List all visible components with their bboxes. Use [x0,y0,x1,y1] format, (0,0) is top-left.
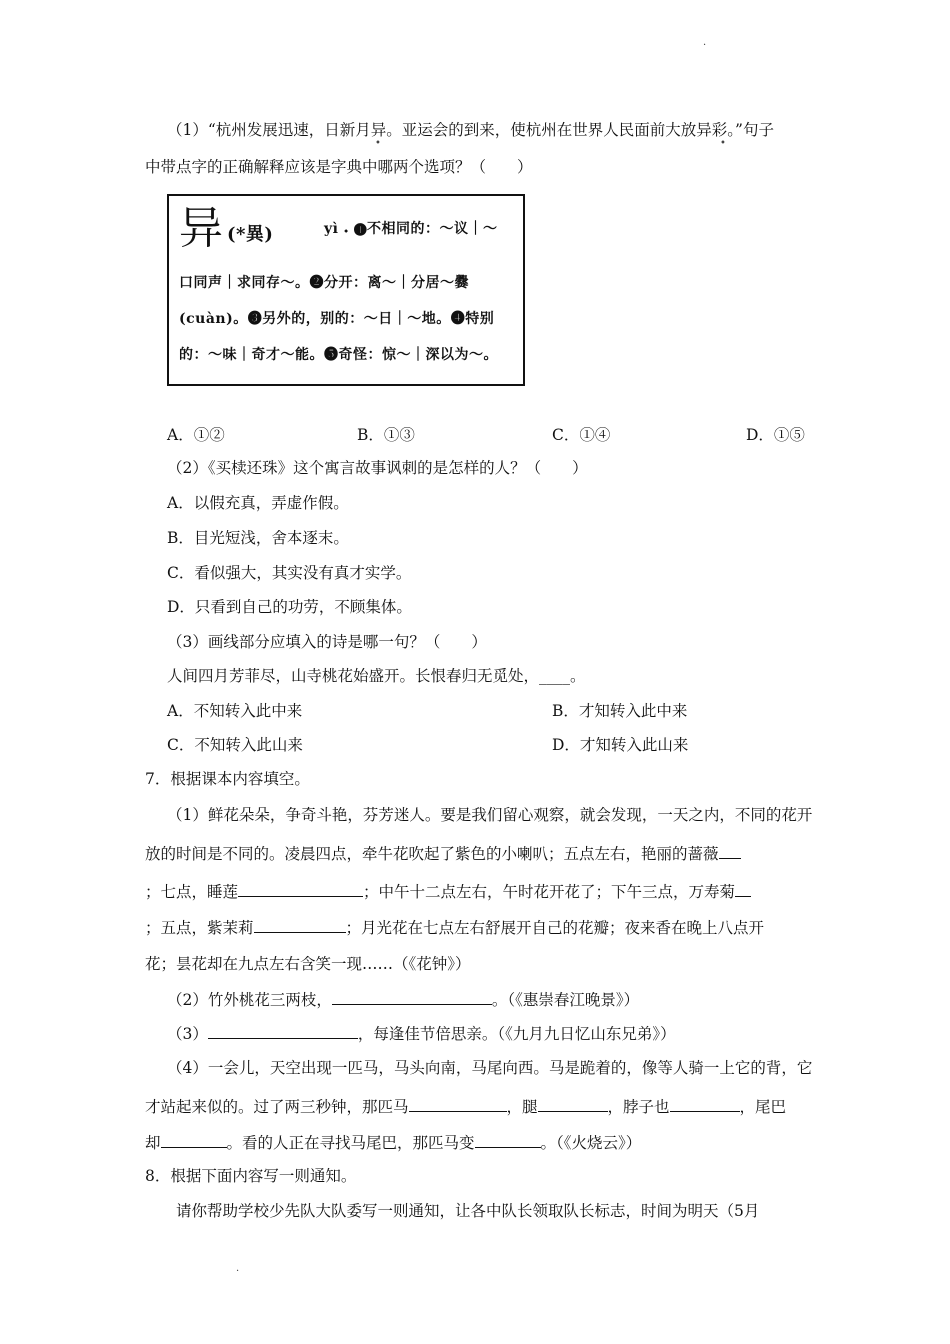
q6-sub2-option-a[interactable]: A．以假充真，弄虚作假。 [167,494,349,512]
q7-p1-line4-text-a: ；五点，紫茉莉 [145,919,254,937]
q7-p4-line3-text-c: 。（《火烧云》） [540,1134,642,1152]
q7-p4-line2-text-d: ，尾巴 [739,1098,787,1116]
q6-sub1-option-a[interactable]: A．①② [167,426,225,444]
fill-blank[interactable] [670,1096,740,1112]
q6-sub3-question: （3）画线部分应填入的诗是哪一句？（ ） [167,633,487,651]
q6-sub3-option-a[interactable]: A．不知转入此中来 [167,702,303,720]
q7-p1-line3-text-a: ；七点，睡莲 [145,883,239,901]
q6-sub2-option-d[interactable]: D．只看到自己的功劳，不顾集体。 [167,598,412,616]
q7-p1-line5: 花；昙花却在九点左右含笑一现……（《花钟》） [145,955,471,973]
fill-blank[interactable] [238,881,363,897]
dictionary-line4: 的：～味｜奇才～能。❺奇怪：惊～｜深以为～。 [179,347,498,363]
q7-p4-line2-text-c: ，脖子也 [607,1098,670,1116]
emphasis-dot: • [375,138,381,149]
q7-p3 [167,1023,676,1044]
q6-sub3-poem: 人间四月芳菲尽，山寺桃花始盛开。长恨春归无觅处，____。 [167,667,586,685]
fill-blank[interactable] [409,1096,507,1112]
fill-blank[interactable] [332,989,492,1005]
q7-p2-text-a: （2）竹外桃花三两枝， [167,991,332,1009]
q7-p4-line3-text-a: 却 [145,1134,161,1152]
q6-sub1-option-c[interactable]: C．①④ [552,426,611,444]
q7-p4-line2-text-b: ，腿 [506,1098,538,1116]
q6-sub1-line1: （1）“杭州发展迅速，日新月异。亚运会的到来，使杭州在世界人民面前大放异彩。”句子 [167,121,774,139]
dictionary-line1: yì 𝆺 ❶不相同的：～议｜～ [324,221,498,237]
q7-p4-line2 [145,1096,786,1117]
q7-p1-line4 [145,917,764,938]
fill-blank[interactable] [254,917,346,933]
fill-blank[interactable] [208,1023,358,1039]
emphasis-dot: • [720,138,726,149]
q6-sub3-option-d[interactable]: D．才知转入此山来 [552,736,689,754]
q6-sub1-option-b[interactable]: B．①③ [357,426,415,444]
fill-blank[interactable] [161,1132,227,1148]
q7-p1-line2 [145,843,741,864]
dictionary-headword: 异 [179,203,223,254]
q7-title: 7．根据课本内容填空。 [145,770,310,788]
q6-sub2-option-b[interactable]: B．目光短浅，舍本逐末。 [167,529,349,547]
q7-p4-line2-text-a: 才站起来似的。过了两三秒钟，那匹马 [145,1098,409,1116]
q7-p2 [167,989,639,1010]
q7-p4-line3-text-b: 。看的人正在寻找马尾巴，那匹马变 [226,1134,475,1152]
q6-sub2-question: （2）《买椟还珠》这个寓言故事讽刺的是怎样的人？（ ） [167,459,588,477]
dictionary-line3: (cuàn)。❸另外的，别的：～日｜～地。❹特别 [179,311,495,327]
q6-sub3-option-b[interactable]: B．才知转入此中来 [552,702,688,720]
q6-sub3-option-c[interactable]: C．不知转入此山来 [167,736,303,754]
q7-p1-line3-text-b: ；中午十二点左右，午时花开花了；下午三点，万寿菊 [363,883,736,901]
q7-p1-line2-text: 放的时间是不同的。凌晨四点，牵牛花吹起了紫色的小喇叭；五点左右，艳丽的蔷薇 [145,845,719,863]
q8-text: 请你帮助学校少先队大队委写一则通知，让各中队长领取队长标志，时间为明天（5月 [176,1202,760,1220]
q7-p1-line1: （1）鲜花朵朵，争奇斗艳，芬芳迷人。要是我们留心观察，就会发现，一天之内，不同的花开 [167,806,813,824]
page-mark-top: · [703,40,707,51]
dictionary-traditional: (*異) [227,224,274,245]
q7-p4-line1: （4）一会儿，天空出现一匹马，马头向南，马尾向西。马是跪着的，像等人骑一上它的背，它 [167,1059,813,1077]
q6-sub1-option-d[interactable]: D．①⑤ [746,426,805,444]
dictionary-line2: 口同声｜求同存～。❷分开：离～｜分居～爨 [179,275,469,291]
q7-p4-line3 [145,1132,641,1153]
q7-p2-text-b: 。（《惠崇春江晚景》） [491,991,640,1009]
q6-sub2-option-c[interactable]: C．看似强大，其实没有真才实学。 [167,564,412,582]
fill-blank[interactable] [538,1096,608,1112]
fill-blank[interactable] [719,843,741,859]
q6-sub1-line2: 中带点字的正确解释应该是字典中哪两个选项？（ ） [145,158,533,176]
q7-p3-text-b: ，每逢佳节倍思亲。（《九月九日忆山东兄弟》） [357,1025,676,1043]
q7-p1-line3 [145,881,751,902]
page-mark-bottom: · [236,1266,240,1277]
q8-title: 8．根据下面内容写一则通知。 [145,1167,357,1185]
fill-blank[interactable] [475,1132,541,1148]
dictionary-entry-box [167,194,525,386]
fill-blank[interactable] [735,881,751,897]
q7-p3-text-a: （3） [167,1025,208,1043]
q7-p1-line4-text-b: ；月光花在七点左右舒展开自己的花瓣；夜来香在晚上八点开 [345,919,765,937]
